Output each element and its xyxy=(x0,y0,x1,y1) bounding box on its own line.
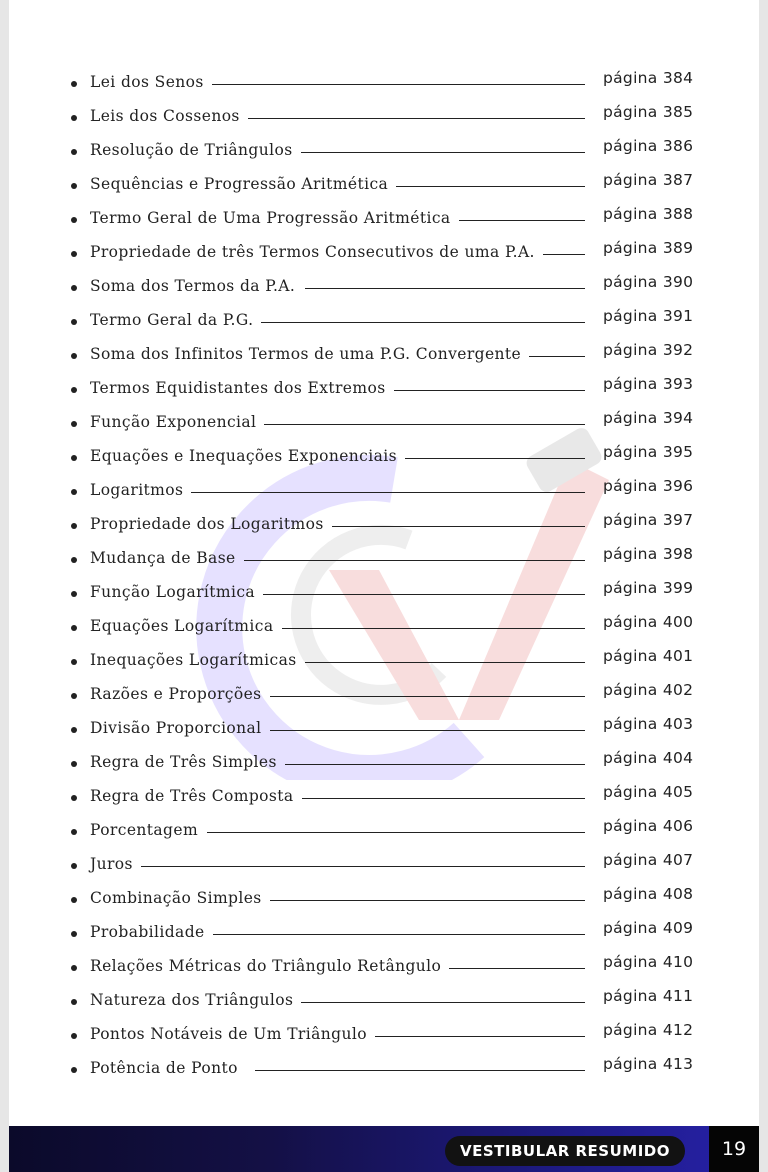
toc-entry-title: Termo Geral de Uma Progressão Aritmética xyxy=(90,209,451,227)
toc-entry-title: Inequações Logarítmicas xyxy=(90,651,297,669)
toc-entry[interactable] xyxy=(9,508,759,542)
toc-entry[interactable] xyxy=(9,712,759,746)
toc-entry-page: página 396 xyxy=(603,477,694,495)
toc-entry-page: página 385 xyxy=(603,103,694,121)
toc-entry-title: Termos Equidistantes dos Extremos xyxy=(90,379,386,397)
bullet-icon xyxy=(71,591,77,597)
toc-entry[interactable] xyxy=(9,440,759,474)
toc-entry[interactable] xyxy=(9,1052,759,1086)
dot-leader-line xyxy=(301,152,585,153)
toc-entry[interactable] xyxy=(9,644,759,678)
bullet-icon xyxy=(71,897,77,903)
toc-entry[interactable] xyxy=(9,746,759,780)
bullet-icon xyxy=(71,659,77,665)
toc-entry-title: Propriedade de três Termos Consecutivos de uma P.A. xyxy=(90,243,535,261)
dot-leader-line xyxy=(332,526,585,527)
toc-entry[interactable] xyxy=(9,100,759,134)
bullet-icon xyxy=(71,931,77,937)
toc-entry-page: página 398 xyxy=(603,545,694,563)
toc-entry-title: Equações Logarítmica xyxy=(90,617,274,635)
toc-entry[interactable] xyxy=(9,304,759,338)
toc-entry-title: Resolução de Triângulos xyxy=(90,141,293,159)
dot-leader-line xyxy=(459,220,585,221)
toc-entry-page: página 386 xyxy=(603,137,694,155)
toc-entry-page: página 390 xyxy=(603,273,694,291)
bullet-icon xyxy=(71,353,77,359)
toc-entry-title: Relações Métricas do Triângulo Retângulo xyxy=(90,957,442,975)
toc-entry-page: página 412 xyxy=(603,1021,694,1039)
bullet-icon xyxy=(71,761,77,767)
bullet-icon xyxy=(71,387,77,393)
dot-leader-line xyxy=(244,560,585,561)
bullet-icon xyxy=(71,795,77,801)
dot-leader-line xyxy=(305,288,585,289)
bullet-icon xyxy=(71,965,77,971)
toc-entry-page: página 408 xyxy=(603,885,694,903)
toc-entry-page: página 400 xyxy=(603,613,694,631)
dot-leader-line xyxy=(302,798,585,799)
dot-leader-line xyxy=(305,662,585,663)
toc-entry-page: página 409 xyxy=(603,919,694,937)
bullet-icon xyxy=(71,557,77,563)
bullet-icon xyxy=(71,625,77,631)
toc-entry[interactable] xyxy=(9,66,759,100)
toc-entry[interactable] xyxy=(9,950,759,984)
toc-entry[interactable] xyxy=(9,338,759,372)
bullet-icon xyxy=(71,149,77,155)
toc-entry-page: página 403 xyxy=(603,715,694,733)
dot-leader-line xyxy=(529,356,585,357)
toc-entry[interactable] xyxy=(9,372,759,406)
table-of-contents xyxy=(9,66,759,1086)
bullet-icon xyxy=(71,1033,77,1039)
toc-entry-title: Soma dos Infinitos Termos de uma P.G. Convergente xyxy=(90,345,522,363)
toc-entry[interactable] xyxy=(9,270,759,304)
toc-entry-page: página 410 xyxy=(603,953,694,971)
toc-entry-title: Lei dos Senos xyxy=(90,73,204,91)
bullet-icon xyxy=(71,319,77,325)
toc-entry[interactable] xyxy=(9,814,759,848)
toc-entry-title: Regra de Três Simples xyxy=(90,753,277,771)
toc-entry[interactable] xyxy=(9,542,759,576)
toc-entry-title: Porcentagem xyxy=(90,821,199,839)
dot-leader-line xyxy=(191,492,585,493)
toc-entry-page: página 389 xyxy=(603,239,694,257)
bullet-icon xyxy=(71,183,77,189)
dot-leader-line xyxy=(213,934,585,935)
dot-leader-line xyxy=(207,832,585,833)
toc-entry-page: página 384 xyxy=(603,69,694,87)
toc-entry-page: página 395 xyxy=(603,443,694,461)
toc-entry[interactable] xyxy=(9,1018,759,1052)
toc-entry[interactable] xyxy=(9,848,759,882)
bullet-icon xyxy=(71,863,77,869)
dot-leader-line xyxy=(375,1036,585,1037)
dot-leader-line xyxy=(270,696,585,697)
bullet-icon xyxy=(71,693,77,699)
toc-entry[interactable] xyxy=(9,678,759,712)
toc-entry[interactable] xyxy=(9,882,759,916)
bullet-icon xyxy=(71,455,77,461)
toc-entry-title: Propriedade dos Logaritmos xyxy=(90,515,324,533)
toc-entry-title: Natureza dos Triângulos xyxy=(90,991,294,1009)
dot-leader-line xyxy=(264,424,585,425)
dot-leader-line xyxy=(282,628,585,629)
brand-label: VESTIBULAR RESUMIDO xyxy=(445,1136,685,1166)
dot-leader-line xyxy=(212,84,585,85)
toc-entry-page: página 411 xyxy=(603,987,694,1005)
toc-entry-title: Sequências e Progressão Aritmética xyxy=(90,175,389,193)
toc-entry[interactable] xyxy=(9,406,759,440)
toc-entry-page: página 397 xyxy=(603,511,694,529)
toc-entry-title: Função Logarítmica xyxy=(90,583,256,601)
toc-entry-page: página 407 xyxy=(603,851,694,869)
toc-entry-page: página 401 xyxy=(603,647,694,665)
bullet-icon xyxy=(71,81,77,87)
dot-leader-line xyxy=(449,968,585,969)
dot-leader-line xyxy=(394,390,585,391)
bullet-icon xyxy=(71,1067,77,1073)
toc-entry-title: Combinação Simples xyxy=(90,889,262,907)
toc-entry-title: Razões e Proporções xyxy=(90,685,262,703)
bullet-icon xyxy=(71,489,77,495)
bullet-icon xyxy=(71,999,77,1005)
toc-entry-title: Regra de Três Composta xyxy=(90,787,294,805)
page-number: 19 xyxy=(709,1126,759,1172)
toc-entry[interactable] xyxy=(9,610,759,644)
toc-entry[interactable] xyxy=(9,474,759,508)
dot-leader-line xyxy=(543,254,585,255)
footer-bar xyxy=(9,1126,759,1172)
toc-entry-title: Logaritmos xyxy=(90,481,184,499)
bullet-icon xyxy=(71,829,77,835)
toc-entry-page: página 391 xyxy=(603,307,694,325)
toc-entry[interactable] xyxy=(9,202,759,236)
toc-entry-title: Potência de Ponto xyxy=(90,1059,238,1077)
toc-entry-page: página 399 xyxy=(603,579,694,597)
dot-leader-line xyxy=(270,900,585,901)
bullet-icon xyxy=(71,217,77,223)
toc-entry-title: Soma dos Termos da P.A. xyxy=(90,277,296,295)
toc-entry[interactable] xyxy=(9,984,759,1018)
toc-entry-title: Divisão Proporcional xyxy=(90,719,262,737)
toc-entry-page: página 405 xyxy=(603,783,694,801)
toc-entry[interactable] xyxy=(9,780,759,814)
dot-leader-line xyxy=(141,866,585,867)
dot-leader-line xyxy=(261,322,585,323)
toc-entry-page: página 387 xyxy=(603,171,694,189)
bullet-icon xyxy=(71,421,77,427)
toc-entry-page: página 402 xyxy=(603,681,694,699)
toc-entry-page: página 394 xyxy=(603,409,694,427)
toc-entry-title: Mudança de Base xyxy=(90,549,236,567)
dot-leader-line xyxy=(263,594,585,595)
toc-entry[interactable] xyxy=(9,576,759,610)
dot-leader-line xyxy=(396,186,585,187)
dot-leader-line xyxy=(255,1070,585,1071)
toc-entry-title: Função Exponencial xyxy=(90,413,257,431)
toc-entry[interactable] xyxy=(9,168,759,202)
toc-entry-page: página 388 xyxy=(603,205,694,223)
toc-entry-title: Termo Geral da P.G. xyxy=(90,311,254,329)
toc-entry-page: página 406 xyxy=(603,817,694,835)
bullet-icon xyxy=(71,251,77,257)
dot-leader-line xyxy=(301,1002,585,1003)
toc-entry-page: página 413 xyxy=(603,1055,694,1073)
dot-leader-line xyxy=(405,458,585,459)
bullet-icon xyxy=(71,285,77,291)
toc-entry-page: página 392 xyxy=(603,341,694,359)
document-page xyxy=(9,0,759,1172)
toc-entry-page: página 393 xyxy=(603,375,694,393)
toc-entry-title: Leis dos Cossenos xyxy=(90,107,240,125)
toc-entry[interactable] xyxy=(9,916,759,950)
bullet-icon xyxy=(71,523,77,529)
toc-entry-title: Juros xyxy=(90,855,133,873)
toc-entry-title: Equações e Inequações Exponenciais xyxy=(90,447,397,465)
dot-leader-line xyxy=(248,118,585,119)
bullet-icon xyxy=(71,115,77,121)
dot-leader-line xyxy=(285,764,585,765)
toc-entry-page: página 404 xyxy=(603,749,694,767)
bullet-icon xyxy=(71,727,77,733)
toc-entry[interactable] xyxy=(9,236,759,270)
toc-entry-title: Probabilidade xyxy=(90,923,205,941)
dot-leader-line xyxy=(270,730,585,731)
toc-entry[interactable] xyxy=(9,134,759,168)
toc-entry-title: Pontos Notáveis de Um Triângulo xyxy=(90,1025,367,1043)
